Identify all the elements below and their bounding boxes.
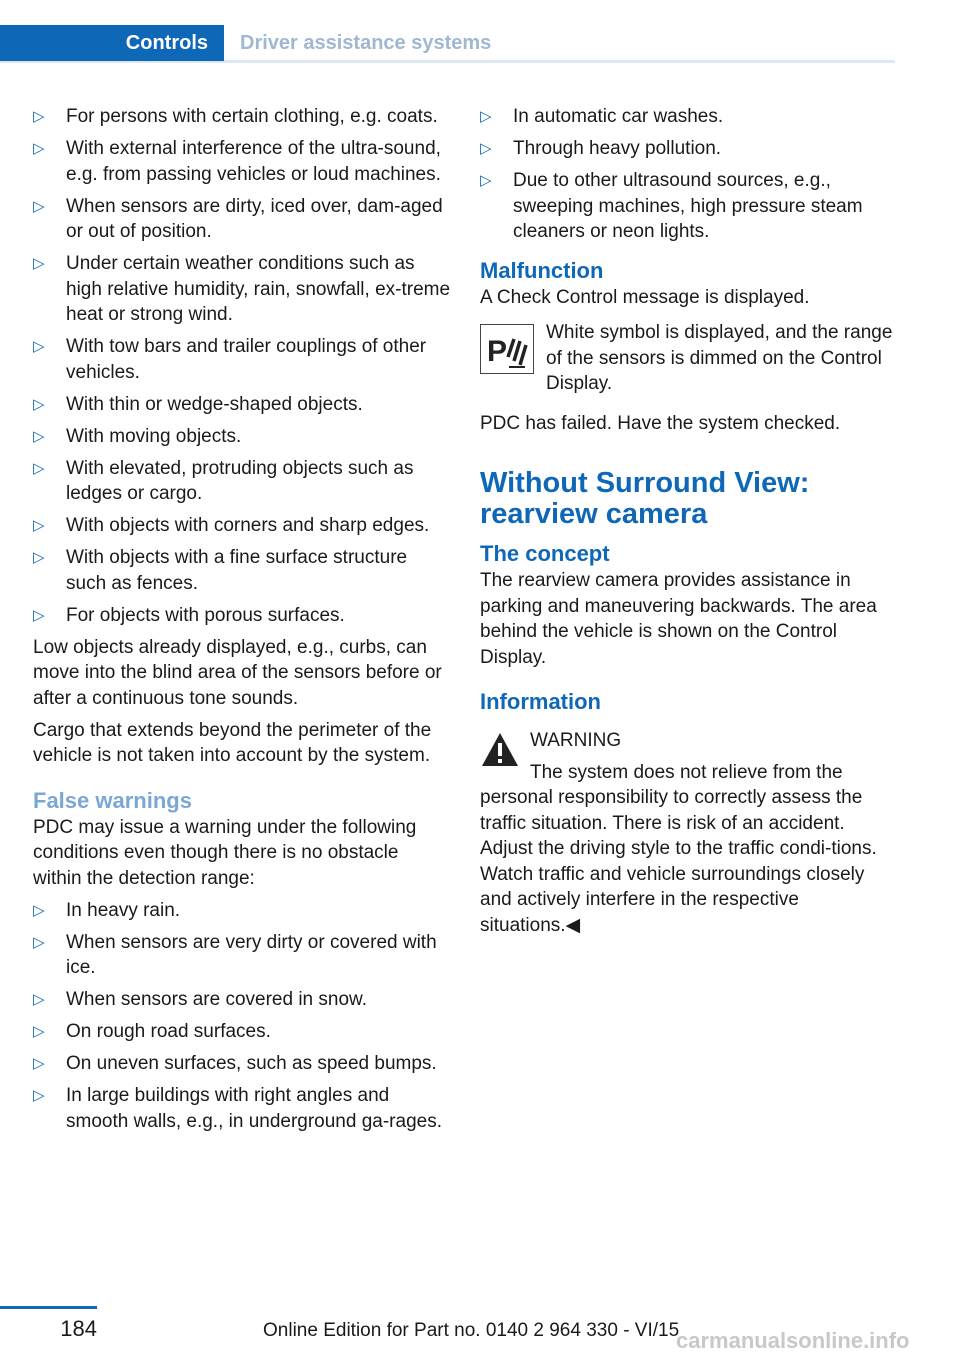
watermark: carmanualsonline.info: [676, 1328, 910, 1353]
bullet-triangle-icon: ▷: [33, 932, 45, 951]
bullet-triangle-icon: ▷: [33, 426, 45, 445]
list-item: ▷ Under certain weather conditions such as high relative humidity, rain, snowfall, ex‐treme heat or strong wind.: [33, 253, 451, 325]
symbol-description: White symbol is displayed, and the range of the sensors is dimmed on the Control Display.: [546, 322, 893, 394]
list-item: ▷ On rough road surfaces.: [33, 1019, 451, 1045]
pdc-sensor-icon: [480, 324, 534, 374]
left-column: [33, 104, 451, 1141]
bullet-triangle-icon: ▷: [33, 605, 45, 624]
false-warnings-list: [33, 898, 451, 1135]
list-item: ▷ With tow bars and trailer couplings of other vehicles.: [33, 336, 427, 383]
section-heading: Without Surround View: rearview camera: [480, 467, 810, 530]
page-header: [0, 25, 895, 63]
warning-text: The system does not relieve from the personal responsibility to correctly assess the traffic situation. There is risk of an accident. Adjust the driving style to the traffic condi‐tions. Watch traffic and vehicle surroundings closely and actively interfere in the respective situations.◀: [480, 761, 877, 936]
cargo-paragraph: Cargo that extends beyond the perimeter of the vehicle is not taken into account by the system.: [33, 719, 432, 766]
false-warnings-heading: False warnings: [33, 787, 192, 813]
page-number: 184: [60, 1316, 97, 1341]
false-warnings-intro: PDC may issue a warning under the following conditions even though there is no obstacle within the detection range:: [33, 816, 417, 889]
list-item: ▷ Due to other ultrasound sources, e.g., sweeping machines, high pressure steam cleaners or neon lights.: [480, 170, 863, 242]
list-item: ▷ On uneven surfaces, such as speed bumps.: [33, 1051, 451, 1077]
bullet-triangle-icon: ▷: [480, 171, 492, 189]
list-item: ▷ With elevated, protruding objects such as ledges or cargo.: [33, 457, 414, 504]
bullet-triangle-icon: ▷: [33, 1086, 45, 1104]
list-item: ▷ With objects with a fine surface structure such as fences.: [33, 547, 408, 594]
footer-rule: [0, 1306, 97, 1309]
limitations-list: [33, 104, 451, 628]
pdc-failed-text: PDC has failed. Have the system checked.: [480, 412, 841, 434]
list-item: ▷ With thin or wedge-shaped objects.: [33, 392, 451, 418]
list-item: ▷ In automatic car washes.: [480, 104, 900, 130]
bullet-triangle-icon: ▷: [33, 1054, 45, 1072]
header-section-tab: Controls: [0, 25, 224, 61]
bullet-triangle-icon: ▷: [33, 196, 45, 215]
list-item: ▷ With objects with corners and sharp edges.: [33, 513, 451, 539]
warning-block: [480, 728, 900, 938]
header-subsection: Driver assistance systems: [240, 32, 492, 54]
malfunction-text: A Check Control message is displayed.: [480, 286, 810, 308]
list-item: ▷ In heavy rain.: [33, 898, 451, 924]
bullet-triangle-icon: ▷: [33, 337, 45, 355]
warning-triangle-icon: [480, 730, 520, 770]
bullet-triangle-icon: ▷: [33, 990, 45, 1008]
pdc-symbol-row: [480, 320, 900, 397]
list-item: ▷ With external interference of the ultra‐sound, e.g. from passing vehicles or loud machines.: [33, 138, 441, 185]
concept-heading: The concept: [480, 541, 610, 566]
list-item: ▷ For persons with certain clothing, e.g. coats.: [33, 104, 451, 130]
list-item: ▷ Through heavy pollution.: [480, 136, 900, 162]
warning-title: WARNING: [530, 730, 622, 751]
malfunction-heading: Malfunction: [480, 257, 604, 283]
bullet-triangle-icon: ▷: [33, 516, 45, 534]
bullet-triangle-icon: ▷: [33, 394, 45, 413]
bullet-triangle-icon: ▷: [33, 254, 45, 272]
bullet-triangle-icon: ▷: [33, 458, 45, 477]
bullet-triangle-icon: ▷: [33, 548, 45, 566]
right-column: [480, 104, 900, 938]
svg-text:P: P: [487, 335, 508, 368]
low-objects-paragraph: Low objects already displayed, e.g., curbs, can move into the blind area of the sensors before or after a continuous tone sounds.: [33, 636, 442, 709]
list-item: ▷ With moving objects.: [33, 424, 451, 450]
list-item: ▷ When sensors are very dirty or covered with ice.: [33, 931, 437, 978]
list-item: ▷ In large buildings with right angles and smooth walls, e.g., in underground ga‐rages.: [33, 1085, 442, 1132]
bullet-triangle-icon: ▷: [33, 107, 45, 125]
bullet-triangle-icon: ▷: [480, 107, 492, 125]
bullet-triangle-icon: ▷: [33, 900, 45, 919]
list-item: ▷ When sensors are dirty, iced over, dam‐aged or out of position.: [33, 195, 443, 242]
edition-text: Online Edition for Part no. 0140 2 964 330 - VI/15: [263, 1320, 680, 1341]
bullet-triangle-icon: ▷: [33, 139, 45, 157]
more-false-warnings-list: [480, 104, 900, 245]
list-item: ▷ When sensors are covered in snow.: [33, 987, 451, 1013]
information-heading: Information: [480, 689, 601, 714]
list-item: ▷ For objects with porous surfaces.: [33, 603, 451, 629]
concept-text: The rearview camera provides assistance in parking and maneuvering backwards. The area behind the vehicle is shown on the Control Display.: [480, 570, 877, 668]
bullet-triangle-icon: ▷: [33, 1022, 45, 1040]
bullet-triangle-icon: ▷: [480, 139, 492, 157]
